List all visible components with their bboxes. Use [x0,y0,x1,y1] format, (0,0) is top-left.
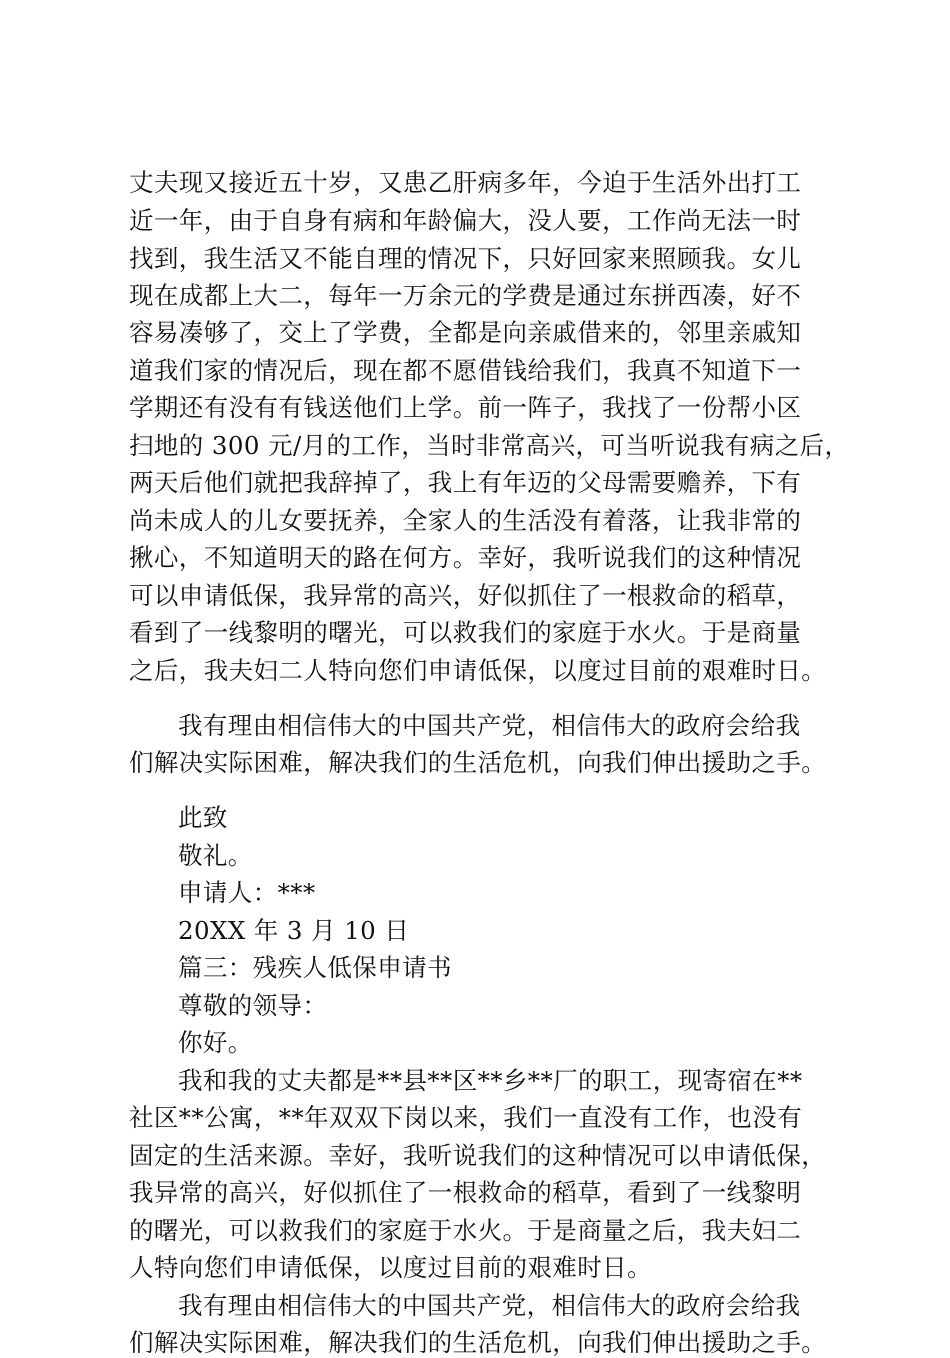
body-text-line: 之后，我夫妇二人特向您们申请低保，以度过目前的艰难时日。 [129,656,827,685]
body-text-line: 尚未成人的儿女要抚养，全家人的生活没有着落，让我非常的 [129,506,802,535]
body-text-line: 我异常的高兴，好似抓住了一根救命的稻草，看到了一线黎明 [129,1178,802,1207]
body-text-line: 丈夫现又接近五十岁，又患乙肝病多年，今迫于生活外出打工 [129,168,802,197]
body-text-line: 现在成都上大二，每年一万余元的学费是通过东拼西凑，好不 [129,281,802,310]
salutation: 此致 [178,803,228,832]
section-title: 篇三：残疾人低保申请书 [178,953,452,982]
body-text-line: 两天后他们就把我辞掉了，我上有年迈的父母需要赡养，下有 [129,468,802,497]
body-text-line: 人特向您们申请低保，以度过目前的艰难时日。 [129,1253,652,1282]
body-text-line: 近一年，由于自身有病和年龄偏大，没人要，工作尚无法一时 [129,206,802,235]
body-text-line: 社区**公寓，**年双双下岗以来，我们一直没有工作，也没有 [129,1103,803,1132]
body-text-line: 揪心，不知道明天的路在何方。幸好，我听说我们的这种情况 [129,543,802,572]
letter-date: 20XX 年 3 月 10 日 [178,916,410,945]
body-text-line: 我有理由相信伟大的中国共产党，相信伟大的政府会给我 [178,1291,801,1320]
body-text-line: 我和我的丈夫都是**县**区**乡**厂的职工，现寄宿在** [178,1066,803,1095]
hello-line: 你好。 [178,1028,253,1057]
body-text-line: 固定的生活来源。幸好，我听说我们的这种情况可以申请低保， [129,1141,827,1170]
body-text-line: 们解决实际困难，解决我们的生活危机，向我们伸出援助之手。 [129,1328,827,1357]
applicant-signature: 申请人：*** [178,878,316,907]
body-text-line: 的曙光，可以救我们的家庭于水火。于是商量之后，我夫妇二 [129,1216,802,1245]
body-text-line: 道我们家的情况后，现在都不愿借钱给我们，我真不知道下一 [129,356,802,385]
body-text-line: 看到了一线黎明的曙光，可以救我们的家庭于水火。于是商量 [129,618,802,647]
body-text-line: 扫地的 300 元/月的工作，当时非常高兴，可当听说我有病之后， [129,431,850,460]
body-text-line: 我有理由相信伟大的中国共产党，相信伟大的政府会给我 [178,711,801,740]
body-text-line: 容易凑够了，交上了学费，全都是向亲戚借来的，邻里亲戚知 [129,318,802,347]
greeting: 尊敬的领导： [178,991,328,1020]
body-text-line: 学期还有没有有钱送他们上学。前一阵子，我找了一份帮小区 [129,393,802,422]
body-text-line: 找到，我生活又不能自理的情况下，只好回家来照顾我。女儿 [129,244,802,273]
body-text-line: 可以申请低保，我异常的高兴，好似抓住了一根救命的稻草， [129,581,802,610]
regards: 敬礼。 [178,841,253,870]
body-text-line: 们解决实际困难，解决我们的生活危机，向我们伸出援助之手。 [129,748,827,777]
